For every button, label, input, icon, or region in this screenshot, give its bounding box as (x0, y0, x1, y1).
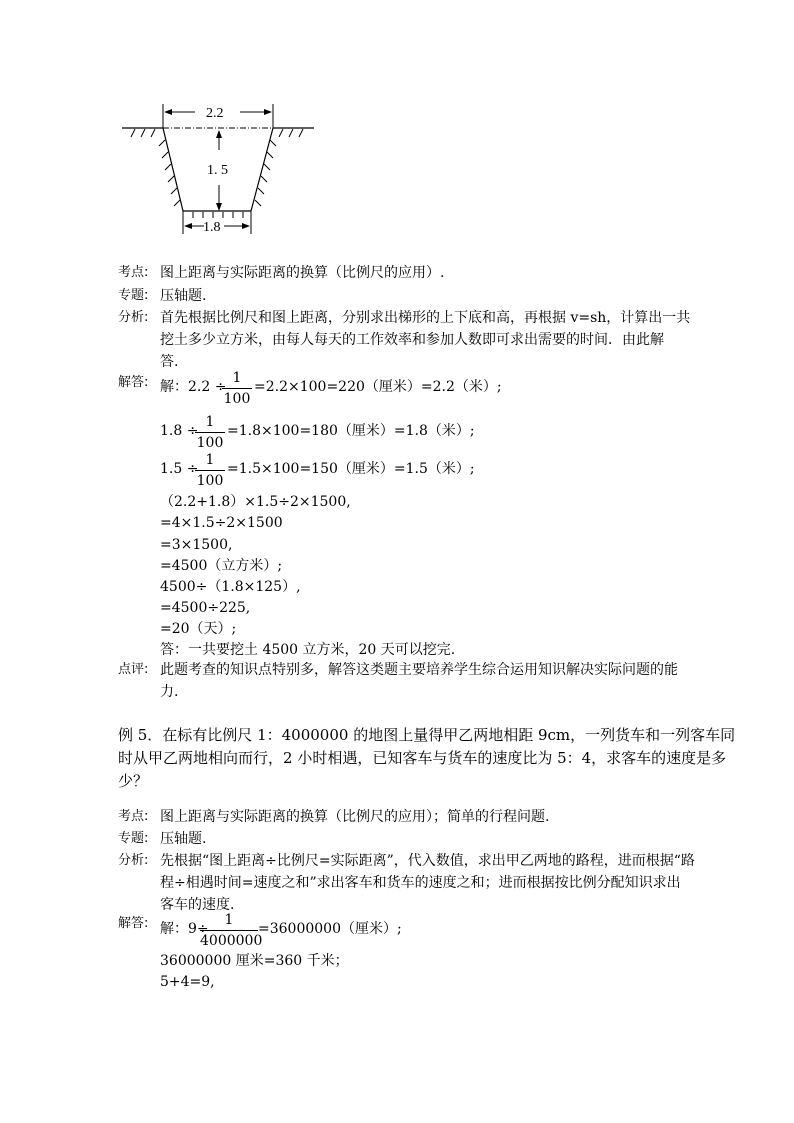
example4-calc-line2: =4×1.5÷2×1500 (160, 515, 283, 531)
example4-dianping-line2: 力. (160, 684, 179, 700)
example4-calc-line4: =4500（立方米）; (160, 558, 283, 574)
example4-kaodian-label: 考点: (118, 265, 149, 280)
example4-jieda-label: 解答: (118, 375, 149, 390)
fraction-numerator: 1 (232, 370, 242, 386)
example5-question-line1: 例 5．在标有比例尺 1：4000000 的地图上量得甲乙两地相距 9cm，一列货车和一列客车同 (118, 726, 736, 744)
example4-fenxi-line2: 挖土多少立方米，由每人每天的工作效率和参加人数即可求出需要的时间．由此解 (160, 332, 664, 348)
example5-fenxi-label: 分析: (118, 853, 149, 868)
example4-calc-line1: （2.2+1.8）×1.5÷2×1500, (160, 494, 351, 510)
fraction-denominator: 100 (196, 435, 224, 451)
example5-zhuanti-label: 专题: (118, 831, 149, 846)
fraction-denominator: 100 (196, 473, 224, 489)
example4-calc-line3: =3×1500, (160, 537, 233, 553)
fraction-numerator: 1 (205, 452, 215, 468)
top-width-label: 2.2 (206, 106, 224, 121)
fraction-denominator: 100 (223, 391, 251, 407)
example5-step1-post: =36000000（厘米）; (258, 921, 402, 937)
example4-kaodian: 图上距离与实际距离的换算（比例尺的应用）. (160, 265, 445, 281)
example4-calc-line5: 4500÷（1.8×125）, (160, 579, 301, 595)
example4-dianping-label: 点评: (118, 662, 149, 677)
example5-jieda-label: 解答: (118, 916, 149, 931)
bottom-width-label: 1.8 (203, 220, 221, 235)
example4-step3-post: =1.5×100=150（厘米）=1.5（米）; (227, 461, 475, 477)
example5-fenxi-line2: 程÷相遇时间=速度之和”求出客车和货车的速度之和；进而根据按比例分配知识求出 (160, 875, 681, 891)
example4-calc-line6: =4500÷225, (160, 600, 251, 616)
fraction-numerator: 1 (205, 414, 215, 430)
example4-step1-fraction (222, 369, 252, 408)
trapezoid-channel-diagram (0, 0, 330, 250)
example4-step3-pre: 1.5 ÷ (160, 461, 199, 477)
example5-zhuanti: 压轴题. (160, 831, 207, 847)
example5-kaodian: 图上距离与实际距离的换算（比例尺的应用）；简单的行程问题. (160, 809, 550, 825)
example4-fenxi-line1: 首先根据比例尺和图上距离，分别求出梯形的上下底和高，再根据 v=sh，计算出一共 (160, 310, 691, 326)
example4-step2-post: =1.8×100=180（厘米）=1.8（米）; (227, 423, 475, 439)
example5-question-line3: 少？ (118, 772, 149, 790)
example4-fenxi-line3: 答. (160, 354, 179, 370)
example4-zhuanti: 压轴题. (160, 288, 207, 304)
height-label: 1. 5 (207, 163, 228, 178)
example4-step2-pre: 1.8 ÷ (160, 423, 199, 439)
example5-step1-fraction (200, 911, 263, 950)
example4-zhuanti-label: 专题: (118, 288, 149, 303)
fraction-numerator: 1 (224, 912, 234, 928)
example5-question-line2: 时从甲乙两地相向而行，2 小时相遇，已知客车与货车的速度比为 5：4，求客车的速度是多 (118, 749, 727, 767)
example5-fenxi-line3: 客车的速度. (160, 897, 235, 913)
example4-dianping-line1: 此题考查的知识点特别多，解答这类题主要培养学生综合运用知识解决实际问题的能 (160, 662, 678, 678)
example4-step3-fraction (195, 451, 225, 490)
example5-calc-line1: 36000000 厘米=360 千米； (160, 953, 349, 969)
example4-step1-pre: 解：2.2 ÷ (160, 379, 227, 395)
example4-step1-post: =2.2×100=220（厘米）=2.2（米）; (254, 379, 502, 395)
example5-calc-line2: 5+4=9, (160, 974, 215, 990)
example5-kaodian-label: 考点: (118, 809, 149, 824)
example4-answer: 答：一共要挖土 4500 立方米，20 天可以挖完. (160, 642, 456, 658)
fraction-denominator: 4000000 (200, 933, 263, 949)
example4-fenxi-label: 分析: (118, 310, 149, 325)
example4-calc-line7: =20（天）; (160, 621, 237, 637)
example5-fenxi-line1: 先根据“图上距离÷比例尺=实际距离”，代入数值，求出甲乙两地的路程，进而根据“路 (160, 853, 695, 869)
example4-step2-fraction (195, 413, 225, 452)
example5-step1-pre: 解：9÷ (160, 921, 209, 937)
